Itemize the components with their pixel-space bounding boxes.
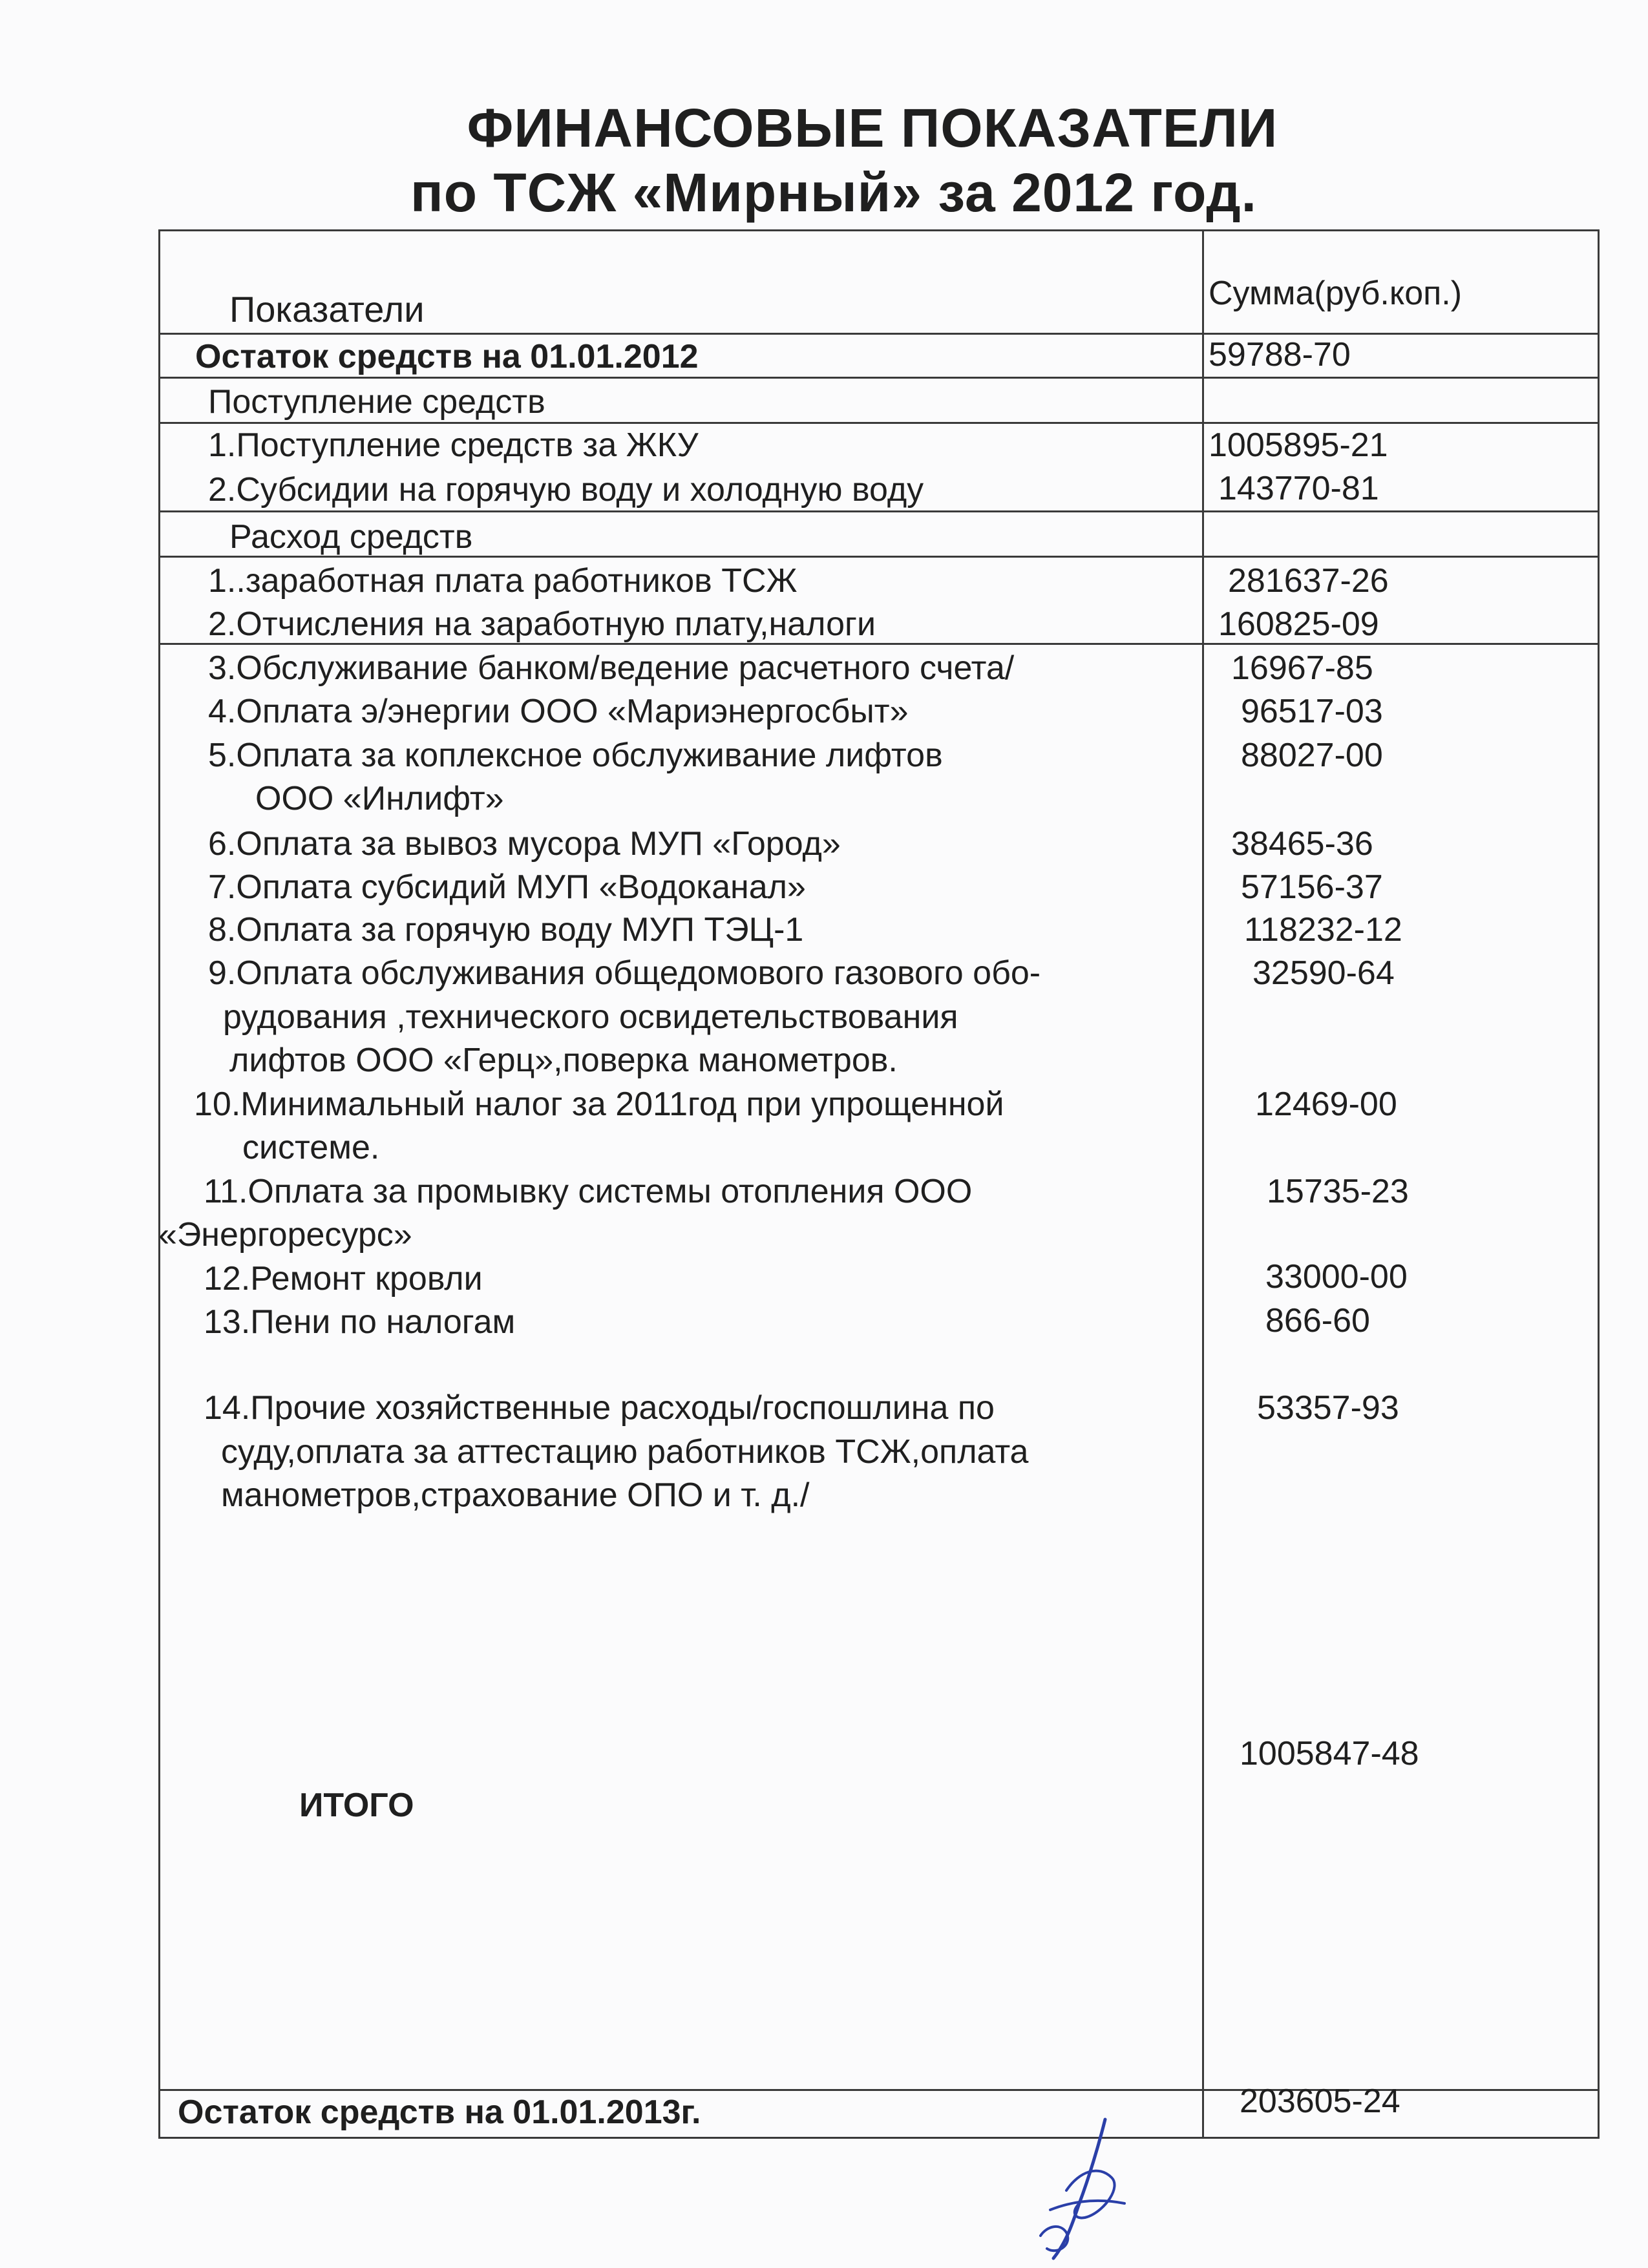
expense-row-9-label: 9.Оплата обслуживания общедомового газового обо- <box>208 954 1041 992</box>
header-indicators: Показатели <box>229 289 425 330</box>
expense-row-13-label: 13.Пени по налогам <box>204 1303 516 1341</box>
expense-row-9-label-cont-2: лифтов ООО «Герц»,поверка манометров. <box>229 1042 898 1079</box>
expense-row-9-amount: 32590-64 <box>1252 954 1395 992</box>
expense-row-13-amount: 866-60 <box>1265 1302 1370 1339</box>
expense-row-7-amount: 57156-37 <box>1241 868 1383 906</box>
expense-row-1-label: 1..заработная плата работников ТСЖ <box>208 562 798 600</box>
opening-balance-label: Остаток средств на 01.01.2012 <box>195 338 699 375</box>
expense-row-11-amount: 15735-23 <box>1267 1173 1409 1210</box>
expense-row-6-amount: 38465-36 <box>1231 825 1373 863</box>
table-border-top <box>158 229 1600 231</box>
document-subtitle: по ТСЖ «Мирный» за 2012 год. <box>410 162 1258 223</box>
expense-row-5-label-cont: ООО «Инлифт» <box>255 780 504 817</box>
expense-row-2-label: 2.Отчисления на заработную плату,налоги <box>208 605 876 643</box>
table-column-divider <box>1202 229 1204 2139</box>
total-label: ИТОГО <box>299 1787 414 1824</box>
expense-row-12-label: 12.Ремонт кровли <box>204 1260 483 1297</box>
expense-row-14-amount: 53357-93 <box>1257 1389 1399 1427</box>
expense-row-10-label-cont: системе. <box>242 1129 380 1166</box>
table-border-right <box>1598 229 1600 2139</box>
expense-section-header: Расход средств <box>229 518 473 556</box>
document-title: ФИНАНСОВЫЕ ПОКАЗАТЕЛИ <box>467 98 1278 158</box>
expense-row-10-label: 10.Минимальный налог за 2011год при упрощенной <box>194 1086 1004 1123</box>
expense-row-8-amount: 118232-12 <box>1244 911 1402 949</box>
income-row-1-amount: 1005895-21 <box>1209 426 1388 464</box>
expense-row-8-label: 8.Оплата за горячую воду МУП ТЭЦ-1 <box>208 911 804 949</box>
income-row-1-label: 1.Поступление средств за ЖКУ <box>208 426 699 464</box>
expense-row-11-label: 11.Оплата за промывку системы отопления ООО <box>204 1173 973 1210</box>
table-border-left <box>158 229 160 2139</box>
expense-row-12-amount: 33000-00 <box>1265 1258 1408 1296</box>
expense-row-4-label: 4.Оплата э/энергии ООО «Мариэнергосбыт» <box>208 693 909 730</box>
expense-row-3-label: 3.Обслуживание банком/ведение расчетного счета/ <box>208 649 1015 687</box>
expense-row-14-label: 14.Прочие хозяйственные расходы/госпошлина по <box>204 1389 995 1427</box>
income-row-2-label: 2.Субсидии на горячую воду и холодную воду <box>208 471 924 509</box>
expense-row-10-amount: 12469-00 <box>1255 1086 1397 1123</box>
expense-row-7-label: 7.Оплата субсидий МУП «Водоканал» <box>208 868 806 906</box>
expense-row-6-label: 6.Оплата за вывоз мусора МУП «Город» <box>208 825 841 863</box>
expense-row-3-amount: 16967-85 <box>1231 649 1373 687</box>
expense-row-14-label-cont-1: суду,оплата за аттестацию работников ТСЖ,оплата <box>221 1433 1029 1471</box>
header-amount: Сумма(руб.коп.) <box>1209 275 1463 312</box>
expense-row-14-label-cont-2: манометров,страхование ОПО и т. д./ <box>221 1476 810 1514</box>
opening-balance-amount: 59788-70 <box>1209 336 1351 373</box>
expense-row-5-label: 5.Оплата за коплексное обслуживание лифтов <box>208 737 943 774</box>
signature-image <box>1028 2106 1157 2268</box>
expense-row-2-amount: 160825-09 <box>1218 605 1379 643</box>
expense-row-5-amount: 88027-00 <box>1241 737 1383 774</box>
income-section-header: Поступление средств <box>208 383 545 421</box>
expense-row-9-label-cont-1: рудования ,технического освидетельствования <box>223 998 958 1036</box>
expense-row-4-amount: 96517-03 <box>1241 693 1383 730</box>
income-row-2-amount: 143770-81 <box>1218 470 1379 507</box>
total-amount: 1005847-48 <box>1240 1735 1419 1772</box>
closing-balance-label: Остаток средств на 01.01.2013г. <box>178 2094 701 2131</box>
table-border-bottom <box>158 2137 1600 2139</box>
expense-row-1-amount: 281637-26 <box>1228 562 1389 600</box>
expense-row-11-label-cont: «Энергоресурс» <box>158 1216 412 1254</box>
closing-balance-amount: 203605-24 <box>1240 2083 1400 2120</box>
